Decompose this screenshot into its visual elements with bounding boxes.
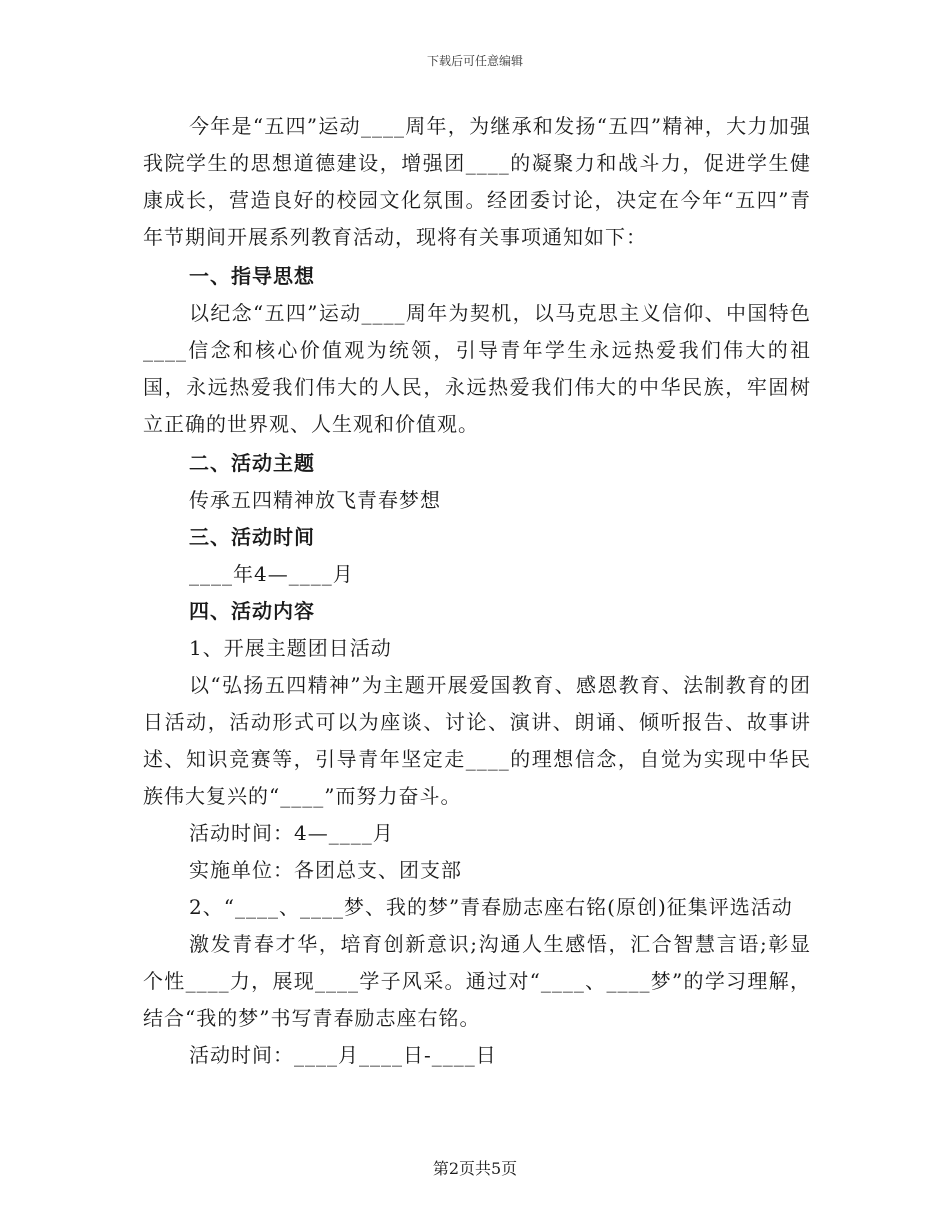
page-header-note: 下载后可任意编辑 [426,54,523,68]
paragraph-item-2-title: 2、“____、____梦、我的梦”青春励志座右铭(原创)征集评选活动 [189,895,793,919]
paragraph-theme: 传承五四精神放飞青春梦想 [189,488,441,512]
paragraph-item-2-time: 活动时间：____月____日-____日 [189,1043,497,1067]
paragraph-item-1-time: 活动时间：4—____月 [189,821,394,845]
document-body [143,108,811,1074]
paragraph-time: ____年4—____月 [189,562,354,586]
section-heading-content: 四、活动内容 [189,599,315,623]
section-heading-theme: 二、活动主题 [189,451,315,475]
page-number-footer: 第2页共5页 [432,1159,518,1178]
paragraph-item-1-title: 1、开展主题团日活动 [189,636,392,660]
paragraph-guiding-thought: 以纪念“五四”运动____周年为契机，以马克思主义信仰、中国特色____信念和核心价值观为统领，引导青年学生永远热爱我们伟大的祖国，永远热爱我们伟大的人民，永远热爱我们伟大的中华民族，牢固树立正确的世界观、人生观和价值观。 [143,301,811,436]
section-heading-time: 三、活动时间 [189,525,315,549]
paragraph-intro: 今年是“五四”运动____周年，为继承和发扬“五四”精神，大力加强我院学生的思想道德建设，增强团____的凝聚力和战斗力，促进学生健康成长，营造良好的校园文化氛围。经团委讨论，决定在今年“五四”青年节期间开展系列教育活动，现将有关事项通知如下： [143,114,811,249]
paragraph-item-2-body: 激发青春才华，培育创新意识;沟通人生感悟，汇合智慧言语;彰显个性____力，展现____学子风采。通过对“____、____梦”的学习理解，结合“我的梦”书写青春励志座右铭。 [143,932,811,1030]
paragraph-item-1-unit: 实施单位：各团总支、团支部 [189,858,462,882]
section-heading-guiding-thought: 一、指导思想 [189,264,315,288]
paragraph-item-1-body: 以“弘扬五四精神”为主题开展爱国教育、感恩教育、法制教育的团日活动，活动形式可以为座谈、讨论、演讲、朗诵、倾听报告、故事讲述、知识竞赛等，引导青年坚定走____的理想信念，自觉为实现中华民族伟大复兴的“____”而努力奋斗。 [143,673,811,808]
